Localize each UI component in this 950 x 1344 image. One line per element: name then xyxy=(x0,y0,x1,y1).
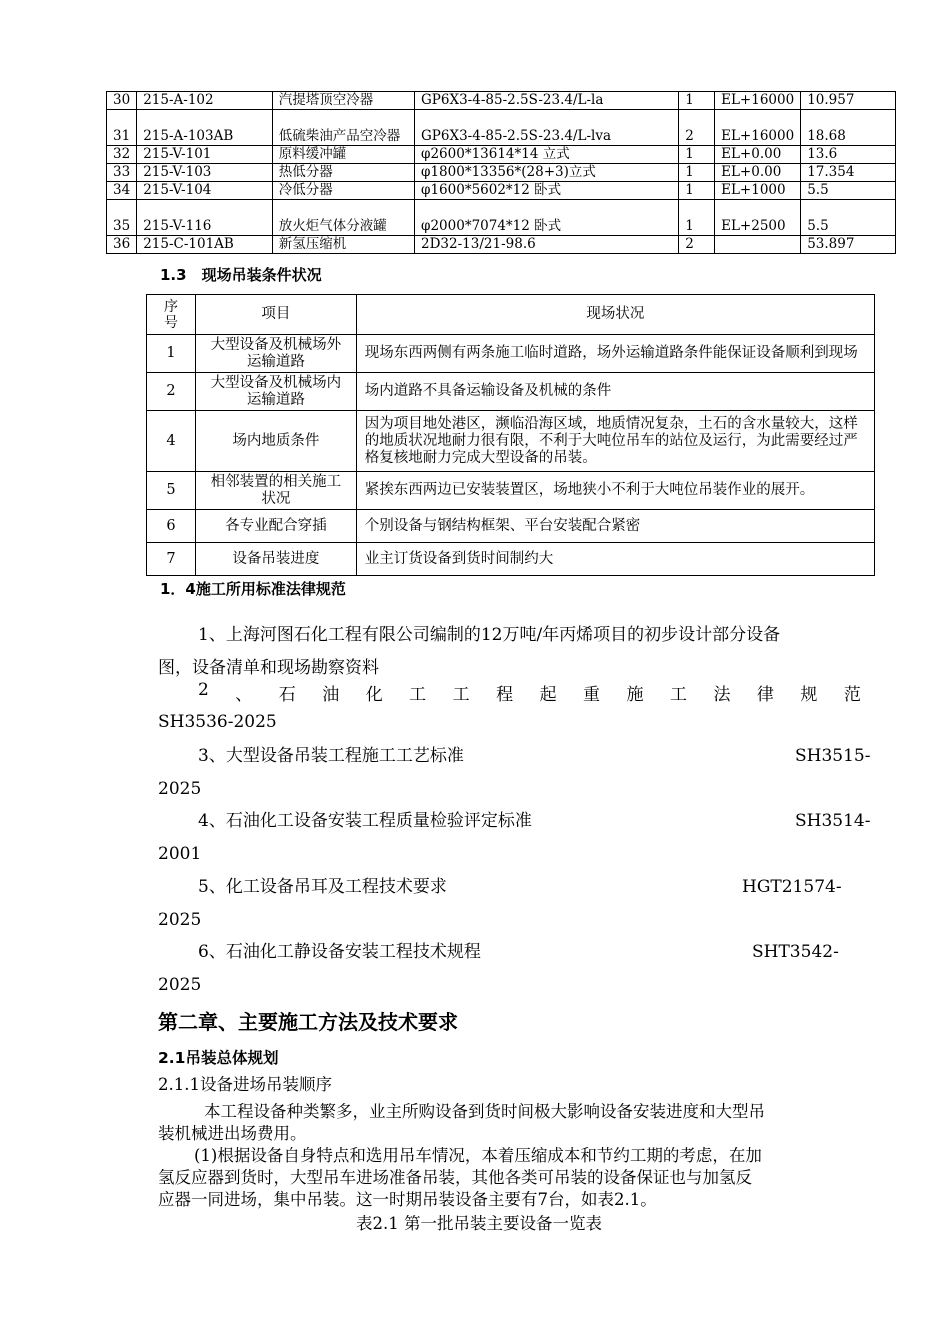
equip-cell-name: 冷低分器 xyxy=(272,182,414,200)
condition-cell-item: 各专业配合穿插 xyxy=(195,510,356,543)
equip-cell-name: 汽提塔顶空冷器 xyxy=(272,92,414,110)
standard-6-code: SHT3542- xyxy=(752,942,839,962)
section-heading-1-3: 1.3 现场吊装条件状况 xyxy=(160,266,322,284)
condition-cell-item: 设备吊装进度 xyxy=(195,543,356,576)
condition-cell-item: 大型设备及机械场外运输道路 xyxy=(195,335,356,373)
equip-cell-name: 热低分器 xyxy=(272,164,414,182)
header-item: 项目 xyxy=(195,295,356,335)
standard-1-line2: 图，设备清单和现场勘察资料 xyxy=(158,658,379,678)
standard-4-code: SH3514- xyxy=(795,811,871,831)
equip-cell-spec: φ1800*13356*(28+3)立式 xyxy=(415,164,679,182)
table-row xyxy=(147,472,875,510)
table-header-row xyxy=(147,295,875,335)
equip-cell-name: 放火炬气体分液罐 xyxy=(272,200,414,236)
condition-cell-status: 因为项目地处港区，濒临沿海区域，地质情况复杂，土石的含水量较大，这样的地质状况地耐力很有限，不利于大吨位吊车的站位及运行，为此需要经过严格复核地耐力完成大型设备的吊装。 xyxy=(356,411,874,472)
standard-2-char: 程 xyxy=(496,685,514,705)
standard-4-title: 4、石油化工设备安装工程质量检验评定标准 xyxy=(198,811,532,831)
equip-cell-weight: 13.6 xyxy=(801,146,896,164)
standard-2-char: 范 xyxy=(843,685,861,705)
standard-2-char: 起 xyxy=(539,685,557,705)
standard-2-char: 化 xyxy=(365,685,383,705)
equip-cell-spec: φ1600*5602*12 卧式 xyxy=(415,182,679,200)
table-row xyxy=(147,510,875,543)
equip-cell-name: 新氢压缩机 xyxy=(272,236,414,254)
equip-cell-no: 32 xyxy=(107,146,137,164)
standard-2-char: 重 xyxy=(583,685,601,705)
standard-2-char: 工 xyxy=(409,685,427,705)
equipment-table xyxy=(106,91,896,254)
equip-cell-elev: EL+0.00 xyxy=(715,146,801,164)
standard-5-code: HGT21574- xyxy=(742,877,842,897)
condition-cell-status: 业主订货设备到货时间制约大 xyxy=(356,543,874,576)
chapter-2-title: 第二章、主要施工方法及技术要求 xyxy=(158,1010,458,1034)
equip-cell-weight: 5.5 xyxy=(801,182,896,200)
site-condition-table xyxy=(146,294,875,576)
condition-cell-item: 大型设备及机械场内运输道路 xyxy=(195,373,356,411)
equip-cell-tag: 215-C-101AB xyxy=(137,236,273,254)
standard-2-char: 律 xyxy=(756,685,774,705)
equip-cell-elev xyxy=(715,236,801,254)
table-caption: 表2.1 第一批吊装主要设备一览表 xyxy=(356,1214,602,1233)
standard-6-title: 6、石油化工静设备安装工程技术规程 xyxy=(198,942,481,962)
equip-cell-no: 31 xyxy=(107,110,137,146)
standard-2-char: 、 xyxy=(235,685,253,705)
equip-cell-qty: 1 xyxy=(679,92,715,110)
paragraph-2-line3: 应器一同进场，集中吊装。这一时期吊装设备主要有7台，如表2.1。 xyxy=(158,1190,657,1209)
standard-2-char: 石 xyxy=(278,685,296,705)
standard-6-year: 2025 xyxy=(158,975,202,995)
condition-cell-no: 6 xyxy=(147,510,196,543)
table-row xyxy=(107,182,896,200)
equip-cell-tag: 215-A-102 xyxy=(137,92,273,110)
table-row xyxy=(147,335,875,373)
condition-cell-item: 相邻装置的相关施工状况 xyxy=(195,472,356,510)
standard-2-char: 工 xyxy=(452,685,470,705)
equip-cell-tag: 215-V-116 xyxy=(137,200,273,236)
equip-cell-elev: EL+16000 xyxy=(715,110,801,146)
section-heading-2-1-1: 2.1.1设备进场吊装顺序 xyxy=(158,1075,332,1094)
standard-2-char: 2 xyxy=(198,680,209,700)
equip-cell-qty: 1 xyxy=(679,200,715,236)
standard-2-char: 施 xyxy=(626,685,644,705)
table-row xyxy=(107,110,896,146)
equip-cell-no: 33 xyxy=(107,164,137,182)
equip-cell-qty: 2 xyxy=(679,110,715,146)
table-row xyxy=(107,236,896,254)
paragraph-1-line2: 装机械进出场费用。 xyxy=(158,1124,307,1143)
table-row xyxy=(147,543,875,576)
equip-cell-tag: 215-V-101 xyxy=(137,146,273,164)
header-status: 现场状况 xyxy=(356,295,874,335)
standard-2-code: SH3536-2025 xyxy=(158,712,277,732)
table-row xyxy=(147,411,875,472)
equip-cell-tag: 215-V-104 xyxy=(137,182,273,200)
equip-cell-weight: 5.5 xyxy=(801,200,896,236)
equip-cell-tag: 215-A-103AB xyxy=(137,110,273,146)
equip-cell-no: 36 xyxy=(107,236,137,254)
equip-cell-spec: φ2000*7074*12 卧式 xyxy=(415,200,679,236)
paragraph-1-line1: 本工程设备种类繁多，业主所购设备到货时间极大影响设备安装进度和大型吊 xyxy=(204,1102,765,1121)
condition-cell-status: 个别设备与钢结构框架、平台安装配合紧密 xyxy=(356,510,874,543)
standard-3-code: SH3515- xyxy=(795,746,871,766)
standard-2-char: 工 xyxy=(669,685,687,705)
equip-cell-elev: EL+16000 xyxy=(715,92,801,110)
condition-cell-status: 场内道路不具备运输设备及机械的条件 xyxy=(356,373,874,411)
equip-cell-tag: 215-V-103 xyxy=(137,164,273,182)
table-row xyxy=(107,200,896,236)
equip-cell-elev: EL+2500 xyxy=(715,200,801,236)
condition-cell-no: 7 xyxy=(147,543,196,576)
condition-cell-no: 4 xyxy=(147,411,196,472)
condition-cell-no: 2 xyxy=(147,373,196,411)
equip-cell-name: 原料缓冲罐 xyxy=(272,146,414,164)
table-row xyxy=(107,164,896,182)
standard-3-title: 3、大型设备吊装工程施工工艺标准 xyxy=(198,746,464,766)
equip-cell-spec: GP6X3-4-85-2.5S-23.4/L-lva xyxy=(415,110,679,146)
equip-cell-weight: 17.354 xyxy=(801,164,896,182)
equip-cell-spec: GP6X3-4-85-2.5S-23.4/L-la xyxy=(415,92,679,110)
standard-2-char: 规 xyxy=(800,685,818,705)
condition-cell-status: 现场东西两侧有两条施工临时道路，场外运输道路条件能保证设备顺利到现场 xyxy=(356,335,874,373)
equip-cell-no: 30 xyxy=(107,92,137,110)
equip-cell-spec: φ2600*13614*14 立式 xyxy=(415,146,679,164)
standard-2-char: 油 xyxy=(322,685,340,705)
equip-cell-weight: 53.897 xyxy=(801,236,896,254)
standard-2-line1 xyxy=(198,680,861,705)
equip-cell-qty: 1 xyxy=(679,182,715,200)
condition-cell-no: 1 xyxy=(147,335,196,373)
standard-4-year: 2001 xyxy=(158,844,202,864)
equip-cell-qty: 1 xyxy=(679,146,715,164)
header-no: 序号 xyxy=(147,295,196,335)
table-row xyxy=(107,92,896,110)
section-heading-2-1: 2.1吊装总体规划 xyxy=(158,1049,279,1067)
equip-cell-no: 34 xyxy=(107,182,137,200)
table-row xyxy=(107,146,896,164)
condition-cell-status: 紧挨东西两边已安装装置区，场地狭小不利于大吨位吊装作业的展开。 xyxy=(356,472,874,510)
equip-cell-qty: 1 xyxy=(679,164,715,182)
condition-cell-no: 5 xyxy=(147,472,196,510)
standard-5-title: 5、化工设备吊耳及工程技术要求 xyxy=(198,877,447,897)
standard-3-year: 2025 xyxy=(158,779,202,799)
equip-cell-weight: 18.68 xyxy=(801,110,896,146)
standard-2-char: 法 xyxy=(713,685,731,705)
equip-cell-weight: 10.957 xyxy=(801,92,896,110)
table-row xyxy=(147,373,875,411)
standard-5-year: 2025 xyxy=(158,910,202,930)
paragraph-2-line2: 氢反应器到货时，大型吊车进场准备吊装，其他各类可吊装的设备保证也与加氢反 xyxy=(158,1168,752,1187)
equip-cell-elev: EL+0.00 xyxy=(715,164,801,182)
equip-cell-elev: EL+1000 xyxy=(715,182,801,200)
condition-cell-item: 场内地质条件 xyxy=(195,411,356,472)
equip-cell-name: 低硫柴油产品空冷器 xyxy=(272,110,414,146)
paragraph-2-line1: (1)根据设备自身特点和选用吊车情况，本着压缩成本和节约工期的考虑，在加 xyxy=(194,1146,762,1165)
equip-cell-qty: 2 xyxy=(679,236,715,254)
equip-cell-spec: 2D32-13/21-98.6 xyxy=(415,236,679,254)
section-heading-1-4: 1．4施工所用标准法律规范 xyxy=(160,580,346,598)
equip-cell-no: 35 xyxy=(107,200,137,236)
standard-1-line1: 1、上海河图石化工程有限公司编制的12万吨/年丙烯项目的初步设计部分设备 xyxy=(198,625,781,645)
